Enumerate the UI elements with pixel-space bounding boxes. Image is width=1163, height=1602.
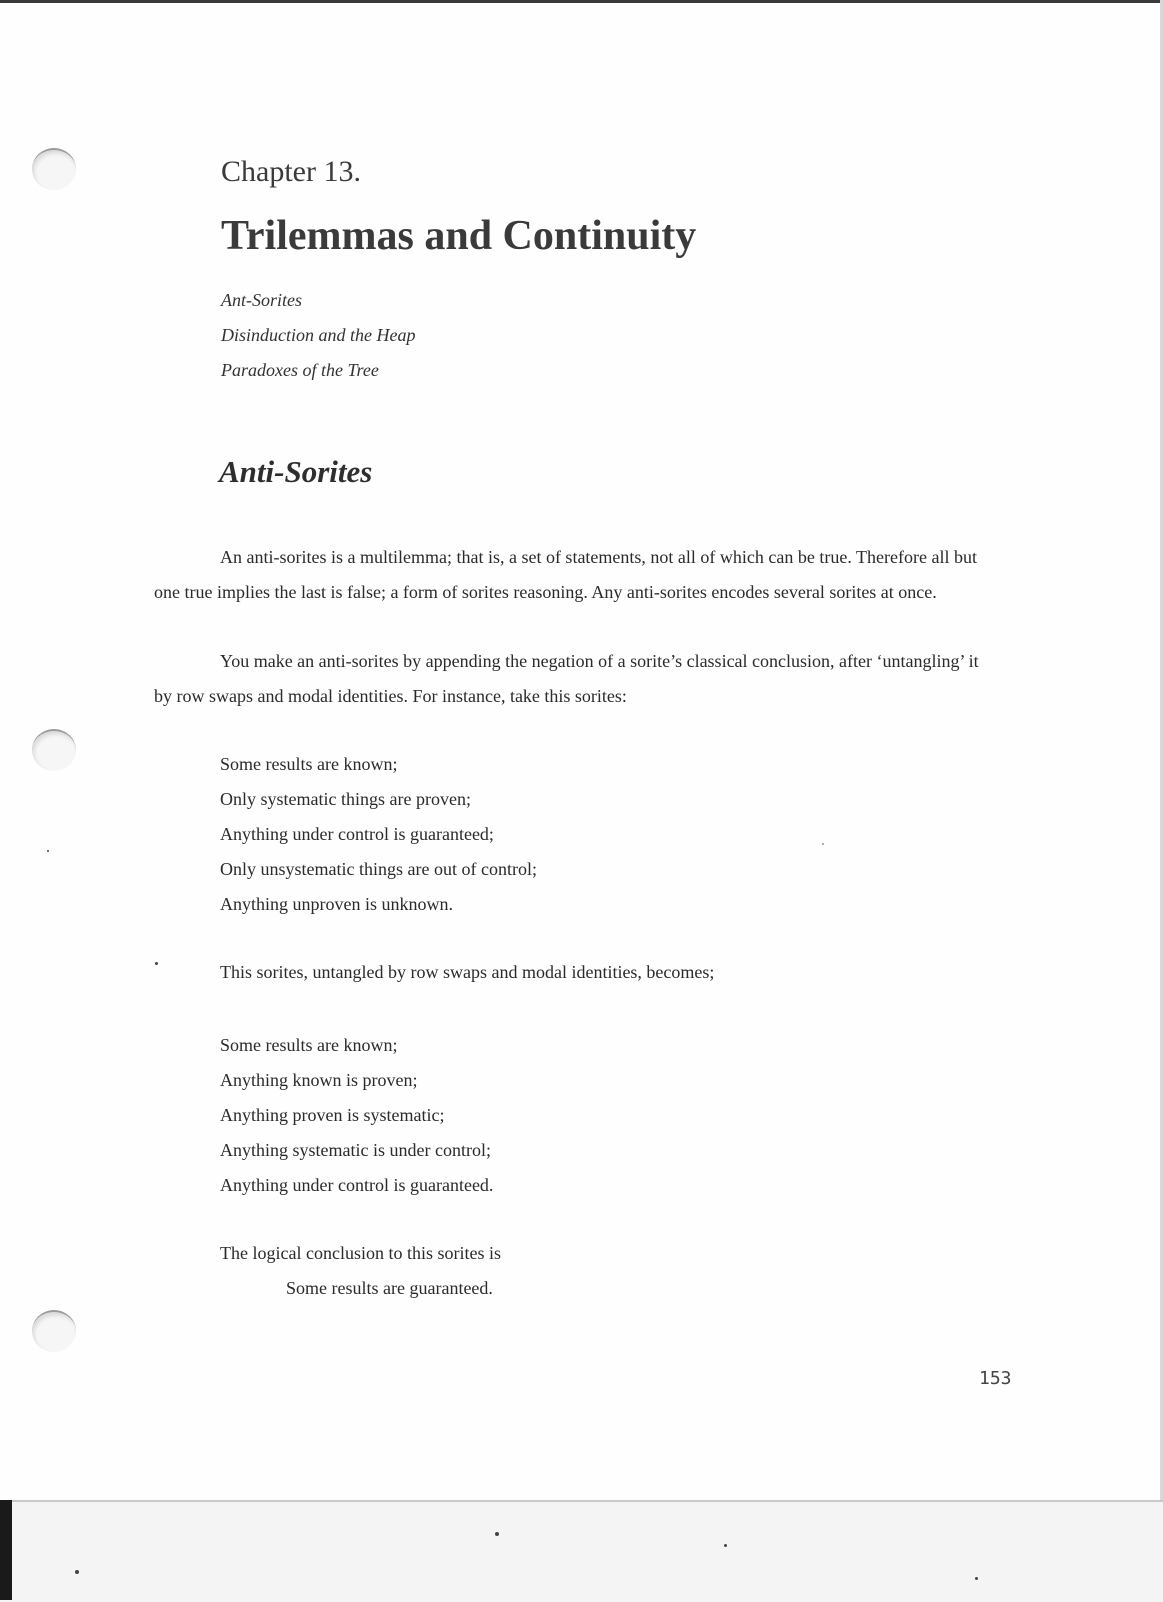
list-item: Anything under control is guaranteed; (220, 824, 494, 844)
section-heading: Anti-Sorites (219, 454, 373, 489)
scan-speck (47, 850, 49, 852)
scan-speck (75, 1570, 79, 1574)
list-item: Anything unproven is unknown. (220, 894, 453, 914)
body-paragraph: An anti-sorites is a multilemma; that is, a set of statements, not all of which can be true. Therefore all but one true implies the last is false; a form of sorites reasoning. Any anti-sorites encodes several sorites at once. (154, 547, 977, 602)
scan-speck (495, 1532, 499, 1536)
sorites-untangled-list (220, 1033, 493, 1208)
contents-item: Ant-Sorites (221, 290, 302, 310)
list-item: Only systematic things are proven; (220, 789, 471, 809)
punch-hole-top (32, 148, 76, 190)
punch-hole-middle (32, 729, 76, 771)
transition-line: This sorites, untangled by row swaps and modal identities, becomes; (220, 962, 715, 982)
scan-speck (724, 1544, 727, 1547)
list-item: Anything proven is systematic; (220, 1105, 445, 1125)
scanner-bed (0, 1500, 1163, 1602)
scan-speck (155, 962, 158, 965)
page-number: 153 (979, 1368, 1012, 1389)
scan-speck (822, 843, 824, 845)
list-item: Anything under control is guaranteed. (220, 1175, 494, 1195)
list-item: Some results are known; (220, 754, 398, 774)
list-item: Anything systematic is under control; (220, 1140, 491, 1160)
contents-item: Disinduction and the Heap (221, 325, 416, 345)
punch-hole-bottom (32, 1310, 76, 1352)
sorites-original-list (220, 752, 537, 927)
chapter-label: Chapter 13. (221, 155, 361, 188)
chapter-contents (221, 288, 415, 393)
contents-item: Paradoxes of the Tree (221, 360, 379, 380)
list-item: Some results are known; (220, 1035, 398, 1055)
list-item: Anything known is proven; (220, 1070, 418, 1090)
list-item: Only unsystematic things are out of control; (220, 859, 537, 879)
body-paragraph: You make an anti-sorites by appending the negation of a sorite’s classical conclusion, after ‘untangling’ it by row swaps and modal identities. For instance, take this sorites: (154, 651, 979, 706)
conclusion-intro: The logical conclusion to this sorites is (220, 1243, 501, 1263)
scan-speck (975, 1577, 978, 1580)
scanner-bed-edge (0, 1500, 12, 1600)
chapter-title: Trilemmas and Continuity (221, 213, 697, 259)
conclusion-statement: Some results are guaranteed. (286, 1278, 493, 1298)
